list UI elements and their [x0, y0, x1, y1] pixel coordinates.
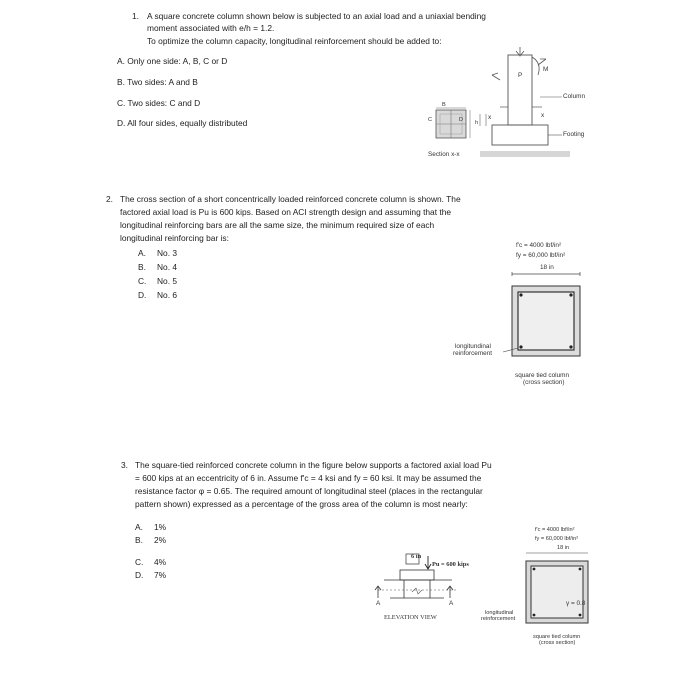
q3-option-a-text: 1%	[154, 522, 167, 532]
q3-cross-section	[522, 552, 592, 632]
q3-line2: = 600 kips at an eccentricity of 6 in. Assume f'c = 4 ksi and fy = 60 ksi. It may be assumed the	[135, 473, 482, 483]
q3-fc: f'c = 4000 lbf/in²	[535, 527, 575, 533]
q3-width: 18 in	[557, 545, 570, 551]
q1-option-a: A. Only one side: A, B, C or D	[117, 56, 228, 66]
rebar-dot	[533, 614, 536, 617]
q3-gamma: γ = 0.8	[566, 600, 586, 607]
q1-elevation-figure	[480, 45, 630, 160]
q3-load-label: Pu = 600 kips	[432, 561, 469, 568]
rebar-dot	[569, 345, 572, 348]
q1-option-d: D. All four sides, equally distributed	[117, 118, 248, 128]
q2-option-b-letter: B.	[138, 262, 146, 272]
q3-fy: fy = 60,000 lbf/in²	[535, 536, 579, 542]
q2-width: 18 in	[540, 264, 554, 271]
q1-option-b: B. Two sides: A and B	[117, 77, 198, 87]
q1-option-c: C. Two sides: C and D	[117, 98, 201, 108]
q1-line1: A square concrete column shown below is subjected to an axial load and a uniaxial bending	[147, 11, 486, 21]
q2-fc: f'c = 4000 lbf/in²	[516, 242, 562, 249]
q2-line1: The cross section of a short concentrically loaded reinforced concrete column is shown. The	[120, 194, 461, 204]
q3-option-a-letter: A.	[135, 522, 143, 532]
q2-reinf-label-2: reinforcement	[453, 350, 493, 357]
q2-option-d-letter: D.	[138, 290, 147, 300]
q1-line3: To optimize the column capacity, longitudinal reinforcement should be added to:	[147, 36, 442, 46]
q1-footing-label: Footing	[563, 131, 585, 138]
rebar-dot	[519, 293, 522, 296]
q2-fy: fy = 60,000 lbf/in²	[516, 252, 566, 259]
q3-caption-2: (cross section)	[539, 640, 576, 646]
q2-option-a-letter: A.	[138, 248, 146, 258]
rebar-dot	[569, 293, 572, 296]
q3-reinf-label-2: reinforcement	[481, 616, 516, 622]
rebar-dot	[579, 568, 582, 571]
q3-number: 3.	[121, 460, 128, 470]
q2-caption-2: (cross section)	[523, 379, 565, 386]
q2-option-c-text: No. 5	[157, 276, 178, 286]
q2-line2: factored axial load is Pu is 600 kips. Based on ACI strength design and assuming that the	[120, 207, 452, 217]
rebar-dot	[519, 345, 522, 348]
q1-label-x-right: x	[541, 112, 545, 119]
q3-section-a-left: A	[376, 600, 381, 607]
q2-reinf-label-1: longitundinal	[455, 343, 491, 350]
q3-elevation-label: ELEVATION VIEW	[384, 614, 437, 621]
ground-hatch	[480, 151, 570, 157]
q2-option-b-text: No. 4	[157, 262, 178, 272]
q3-caption-1: square tied column	[533, 634, 581, 640]
footing-shape	[492, 125, 548, 145]
q1-line2: moment associated with e/h = 1.2.	[147, 23, 275, 33]
q3-ecc-label: 6 in	[411, 553, 422, 560]
q1-section-label: Section x-x	[428, 151, 460, 158]
q1-label-d: D	[459, 117, 464, 123]
q2-number: 2.	[106, 194, 113, 204]
q1-label-h: h	[475, 120, 479, 126]
moment-arrow	[532, 57, 539, 75]
q3-option-c-letter: C.	[135, 557, 144, 567]
q3-option-b-letter: B.	[135, 535, 143, 545]
q3-option-d-letter: D.	[135, 570, 144, 580]
q2-line4: longitudinal reinforcing bar is:	[120, 233, 229, 243]
q3-option-b-text: 2%	[154, 535, 167, 545]
q1-column-label: Column	[563, 93, 586, 100]
q3-line4: pattern shown) expressed as a percentage of the gross area of the column is most nearly:	[135, 499, 468, 509]
q2-caption-1: square tied column	[515, 372, 569, 379]
q2-option-d-text: No. 6	[157, 290, 178, 300]
beam-top	[400, 570, 434, 580]
q1-label-x-left: x	[488, 114, 492, 121]
q2-cross-section	[505, 272, 585, 362]
rebar-dot	[579, 614, 582, 617]
q2-line3: longitudinal reinforcing bars are all the same size, the minimum required size of each	[120, 220, 435, 230]
q1-label-b: B	[442, 102, 446, 108]
q1-label-m: M	[543, 66, 549, 73]
q3-line1: The square-tied reinforced concrete column in the figure below supports a factored axial load Pu	[135, 460, 492, 470]
q1-label-c: C	[428, 117, 433, 123]
q2-option-a-text: No. 3	[157, 248, 178, 258]
column-shape	[508, 55, 532, 125]
q3-line3: resistance factor φ = 0.65. The required amount of longitudinal steel (places in the rectangular	[135, 486, 483, 496]
q3-reinf-label-1: longitudinal	[485, 610, 514, 616]
tie-outline	[531, 566, 586, 618]
rebar-dot	[533, 568, 536, 571]
q1-label-p: P	[518, 72, 523, 79]
q3-option-d-text: 7%	[154, 570, 167, 580]
q1-number: 1.	[132, 11, 139, 21]
tie-outline	[518, 292, 574, 350]
q2-option-c-letter: C.	[138, 276, 147, 286]
q3-section-a-right: A	[449, 600, 454, 607]
q3-option-c-text: 4%	[154, 557, 167, 567]
